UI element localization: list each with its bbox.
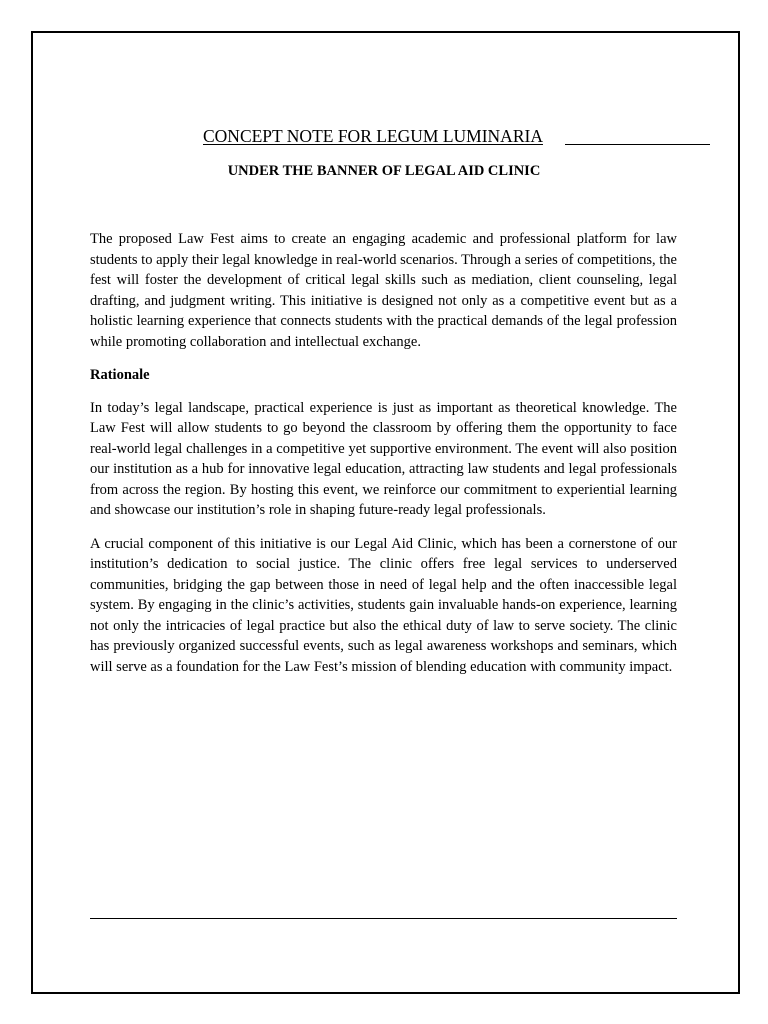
rationale-paragraph-1: In today’s legal landscape, practical experience is just as important as theoretical knowledge. The Law Fest will allow students to go beyond the classroom by offering them the opportunity to face real-world legal challenges in a competitive yet supportive environment. The event will also position our institution as a hub for innovative legal education, attracting law students and legal professionals from across the region. By hosting this event, we reinforce our commitment to experiential learning and showcase our institution’s role in shaping future-ready legal professionals. bbox=[90, 399, 677, 518]
document-title: CONCEPT NOTE FOR LEGUM LUMINARIA bbox=[203, 126, 543, 146]
footer-rule bbox=[90, 918, 677, 919]
document-body bbox=[90, 229, 677, 690]
rationale-heading: Rationale bbox=[90, 367, 150, 383]
document-subtitle: UNDER THE BANNER OF LEGAL AID CLINIC bbox=[227, 163, 541, 179]
rationale-paragraph-2: A crucial component of this initiative is our Legal Aid Clinic, which has been a cornerstone of our institution’s dedication to social justice. The clinic offers free legal services to underserved communities, bridging the gap between those in need of legal help and the often inaccessible legal system. By engaging in the clinic’s activities, students gain invaluable hands-on experience, learning not only the intricacies of legal practice but also the ethical duty of law to serve society. The clinic has previously organized successful events, such as legal awareness workshops and seminars, which will serve as a foundation for the Law Fest’s mission of blending education with community impact. bbox=[90, 535, 677, 675]
title-underline-rule bbox=[565, 144, 710, 145]
intro-paragraph: The proposed Law Fest aims to create an engaging academic and professional platform for law students to apply their legal knowledge in real-world scenarios. Through a series of competitions, the fest will foster the development of critical legal skills such as mediation, client counseling, legal drafting, and judgment writing. This initiative is designed not only as a competitive event but as a holistic learning experience that connects students with the practical demands of the legal profession while promoting collaboration and intellectual exchange. bbox=[90, 231, 677, 350]
